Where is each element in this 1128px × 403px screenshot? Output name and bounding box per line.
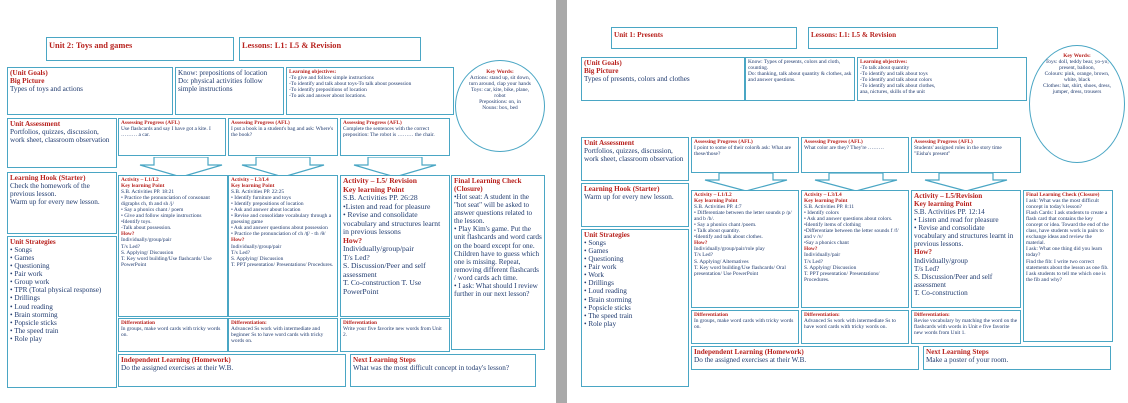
unit-strategies: Unit Strategies • Songs • Games • Questioning • Pair work • Group work • TPR (Total physical response) • Drillings • Loud reading • Brain storming • Popsicle sticks • The speed train • Role play bbox=[7, 236, 117, 388]
afl-3: Assessing Progress (AFL) Complete the sentences with the correct preposition: The robot is ……… the chair. bbox=[340, 118, 450, 156]
activity-l1-l2: Activity – L1/L2 Key learning Point S.B. Activities PP. 4:7 • Differentiate between the letter sounds p /p/ and b /b/. • Say a phonics chant /poem. • Talk about quantity. •Identify and talk about clothes. How? Individually/group/pair/role play T/s Led? S. Applying/ Alternatives T. Key word building/Use flashcards/ Oral presentation/ Use PowerPoint bbox=[691, 190, 799, 308]
strategy-item: • Pair work bbox=[584, 263, 686, 271]
afl-1: Assessing Progress (AFL) I point to some of their color& ask: What are these/those? bbox=[691, 137, 799, 173]
learning-objectives: Learning objectives: -To talk about quantity -To identify and talk about toys -To identify and talk about colors -To identify and talk about clothes, ana, nictures, skills of the unit bbox=[857, 57, 1027, 101]
differentiation-2: Differentiation: Advanced Ss work with intermediate Ss to have word cards with tricky words on. bbox=[801, 310, 909, 344]
activity-l1-l2: Activity – L1/L2 Key learning Point S.B. Activities PP. 18:21 • Practice the pronunciation of consonant digraphs ch, th and sh /j/ • Say a phonics chant / poem • Give and follow simple instructions •Identify toys. -Talk about possession. How? Individually/group/pair T/s Led? S. Applying/ Discussion T. Key word building/Use flashcards/ Use PowerPoint bbox=[118, 175, 228, 317]
strategy-item: • Songs bbox=[10, 246, 114, 254]
lessons-title: Lessons: L1: L5 & Revision bbox=[239, 37, 421, 61]
arrow-icon bbox=[240, 157, 326, 177]
know-do: Know: prepositions of location Do: physical activities follow simple instructions bbox=[175, 67, 284, 115]
learning-hook: Learning Hook (Starter) Check the homework of the previous lesson. Warm up for every new lesson. bbox=[7, 172, 117, 234]
afl-3: Assessing Progress (AFL) Students' assigned roles in the story time "Eisha's present" bbox=[911, 137, 1021, 173]
strategy-item: • Group work bbox=[10, 278, 114, 286]
lessons-title: Lessons: L1: L5 & Revision bbox=[808, 27, 998, 49]
activity-l3-l4: Activity – L3/L4 Key learning Point S.B. Activities PP. 22:25 • Identify furniture and toys • Identify prepositions of location • Ask and answer about location • Revise and consolidate vocabulary through a guessing game • Ask and answer questions about possession • Practice the pronunciation of ch /ʧ/ - th /θ/ How? Individually/group/pair T/s Led? S. Applying/ Discussion T. PPT presentation/ Presentations/ Procedures. bbox=[228, 175, 338, 317]
strategies-list bbox=[584, 239, 686, 328]
unit-assessment: Unit Assessment Portfolios, quizzes, discussion, work sheet, classroom observation bbox=[581, 137, 689, 181]
differentiation-1: Differentiation In groups, make word cards with tricky words on. bbox=[691, 310, 799, 344]
strategy-item: • Drillings bbox=[10, 294, 114, 302]
final-learning-check: Final Learning Check (Closure) •Hot seat: A student in the "hot seat" will be asked to answer questions related to the lesson. • Play Kim's game. Put the unit flashcards and word cards on the board except for one. Children have to guess which one is missing. Repeat, removing different flashcards / word cards ach time. • I ask: What should I review further in our next lesson? bbox=[451, 175, 545, 350]
differentiation-1: Differentiation In groups, make word cards with tricky words on. bbox=[118, 318, 228, 352]
arrow-icon bbox=[813, 173, 899, 191]
activity-l3-l4: Activity – L3/L4 Key learning Point S.B. Activities PP. 8:11 • Identify colors • Ask and answer questions about colors. •Identify items of clothing •Differentiate between the letter sounds f /f/ and v /v/ •Say a phonics chant How? Individually/pair T/s Led? S. Applying/ Discussion T. PPT presentation/ Presentations/ Procedures. bbox=[801, 190, 909, 308]
afl-2: Assessing Progress (AFL) What color are they? They're ……… bbox=[801, 137, 909, 173]
right-page bbox=[567, 0, 1128, 403]
activity-l5-revision: Activity – L5/ Revision Key learning Point S.B. Activities PP. 26:28 •Listen and read for pleasure • Revise and consolidate vocabulary and structures learnt in previous lessons How? Individually/group/pair T/s Led? S. Discussion/Peer and self assessment T. Co-construction T. Use PowerPoint bbox=[340, 175, 450, 317]
activity-l5-revision: Activity – L5/Revision Key learning Point S.B. Activities PP. 12:14 • Listen and read for pleasure • Revise and consolidate vocabulary and structures learnt in previous lessons. How? Individually/group T/s Led? S. Discussion/Peer and self assessment T. Co-construction bbox=[911, 190, 1021, 308]
key-words-oval: Key Words: Toys: doll, teddy bear, yo-yo, present, balloon, Colours: pink, orange, brown, white, black Clothes: hat, shirt, shoes, dress, jumper, dress, trousers bbox=[1029, 45, 1125, 163]
strategy-item: • Role play bbox=[10, 335, 114, 343]
arrow-icon bbox=[703, 173, 789, 191]
afl-1: Assessing Progress (AFL) Use flashcards and say I have got a kite. I ……… a car. bbox=[118, 118, 226, 156]
strategies-list bbox=[10, 246, 114, 343]
arrow-icon bbox=[352, 157, 438, 177]
strategy-item: • TPR (Total physical response) bbox=[10, 286, 114, 294]
unit-goals: (Unit Goals) Big Picture Types of presents, colors and clothes bbox=[581, 57, 745, 101]
final-learning-check: Final Learning Check (Closure) I ask: What was the most difficult concept in today's lesson? Flash Cards: I ask students to create a flash card that contains the key concept or idea. Toward the end of the class, have students work in pairs to exchange ideas and review the material. I ask: What one thing did you learn today? Find the fib: I write two correct statements about the lesson as one fib. I ask students to tell me which one is the fib and why? bbox=[1023, 190, 1113, 342]
unit-title: Unit 2: Toys and games bbox=[46, 37, 234, 61]
know-do: Know: Types of presents, colors and cloth, counting. Do: thanking, talk about quantity & clothes, ask and answer questions. bbox=[745, 57, 855, 101]
strategy-item: • Games bbox=[584, 247, 686, 255]
strategy-item: • Brain storming bbox=[584, 296, 686, 304]
key-words-oval: Key Words: Actions: stand up, sit down, turn around, clap your hands Toys: car, kite, bike, plane, robot Prepositions: on, in Nouns: box, bed bbox=[455, 60, 545, 152]
learning-hook: Learning Hook (Starter) Warm up for every new lesson. bbox=[581, 183, 689, 227]
unit-assessment: Unit Assessment Portfolios, quizzes, discussion, work sheet, classroom observation bbox=[7, 118, 117, 168]
arrow-icon bbox=[138, 157, 224, 177]
strategy-item: • The speed train bbox=[584, 312, 686, 320]
strategy-item: • Loud reading bbox=[10, 303, 114, 311]
strategy-item: • Questioning bbox=[10, 262, 114, 270]
strategy-item: • The speed train bbox=[10, 327, 114, 335]
strategy-item: • Work bbox=[584, 271, 686, 279]
unit-goals: (Unit Goals) Big Picture Types of toys and actions bbox=[7, 67, 173, 115]
strategy-item: • Popsicle sticks bbox=[584, 304, 686, 312]
learning-objectives: Learning objectives: -To give and follow simple instructions -To identify and talk about toys-To talk about possession -To identify prepositions of location -To ask and answer about locations. bbox=[286, 67, 454, 115]
unit-title: Unit 1: Presents bbox=[611, 27, 797, 49]
arrow-icon bbox=[923, 173, 1009, 191]
strategy-item: • Songs bbox=[584, 239, 686, 247]
differentiation-2: Differentiation: Advanced Ss work with intermediate and beginner Ss to have word cards with tricky words on. bbox=[228, 318, 338, 352]
differentiation-3: Differentiation Write your five favorite new words from Unit 2. bbox=[340, 318, 450, 352]
left-page bbox=[0, 0, 556, 403]
differentiation-3: Differentiation: Revise vocabulary by matching the word on the flashcards with words in Unit e five favorite new words from Unit 1. bbox=[911, 310, 1021, 344]
strategy-item: • Pair work bbox=[10, 270, 114, 278]
homework: Independent Learning (Homework) Do the assigned exercises at their W.B. bbox=[691, 346, 919, 370]
homework: Independent Learning (Homework) Do the assigned exercises at their W.B. bbox=[118, 354, 346, 387]
strategy-item: • Questioning bbox=[584, 255, 686, 263]
next-learning-steps: Next Learning Steps Make a poster of your room. bbox=[923, 346, 1111, 370]
strategy-item: • Role play bbox=[584, 320, 686, 328]
strategy-item: • Popsicle sticks bbox=[10, 319, 114, 327]
unit-strategies: Unit Strategies • Songs • Games • Questioning • Pair work • Work • Drillings • Loud reading • Brain storming • Popsicle sticks • The speed train • Role play bbox=[581, 229, 689, 387]
strategy-item: • Drillings bbox=[584, 279, 686, 287]
strategy-item: • Brain storming bbox=[10, 311, 114, 319]
strategy-item: • Games bbox=[10, 254, 114, 262]
strategy-item: • Loud reading bbox=[584, 287, 686, 295]
next-learning-steps: Next Learning Steps What was the most difficult concept in today's lesson? bbox=[350, 354, 536, 387]
afl-2: Assessing Progress (AFL) I put a book in a student's bag and ask: Where's the book? bbox=[228, 118, 338, 156]
